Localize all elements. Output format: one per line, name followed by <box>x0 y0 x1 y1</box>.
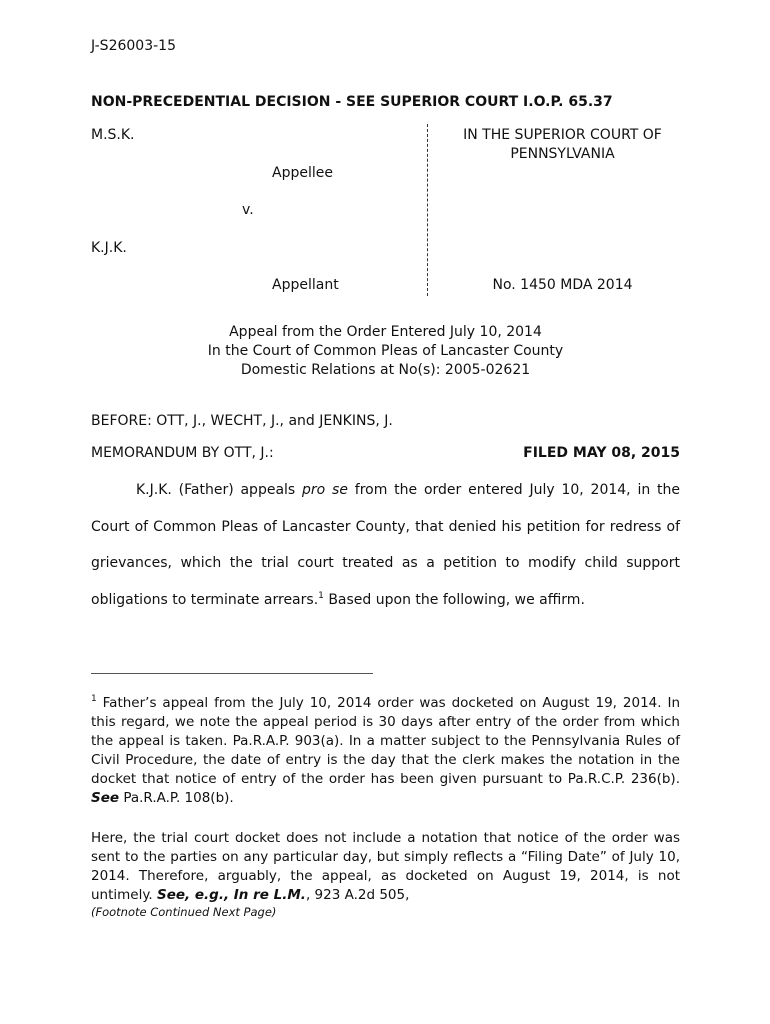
footnote-text-3: Here, the trial court docket does not include a notation that notice of the order was sent to the parties on any particular day, but simply reflects a “Filing Date” of July 10, 2014. Therefore, arguably, the appeal, as docketed on August 19, 2014, is not untimely. <box>91 830 680 903</box>
footnote-paragraph-1 <box>91 694 680 808</box>
docket-id: J-S26003-15 <box>91 38 176 54</box>
footnote-marker: 1 <box>91 694 97 704</box>
body-text-3: Based upon the following, we affirm. <box>323 591 585 608</box>
body-text-1: K.J.K. (Father) appeals <box>136 482 303 498</box>
appeal-line-1: Appeal from the Order Entered July 10, 2014 <box>229 324 542 340</box>
appellant-role: Appellant <box>272 277 339 293</box>
versus: v. <box>242 202 254 218</box>
before-panel: BEFORE: OTT, J., WECHT, J., and JENKINS, J. <box>91 413 393 429</box>
footnote-separator <box>91 673 373 674</box>
court-name-line2: PENNSYLVANIA <box>510 146 615 162</box>
footnote-reference[interactable]: 1 <box>318 590 324 601</box>
case-number: No. 1450 MDA 2014 <box>492 277 633 293</box>
case-citation: See, e.g., In re L.M. <box>157 887 306 903</box>
footnote-text-2: Pa.R.A.P. 108(b). <box>119 790 234 806</box>
appellee-name: M.S.K. <box>91 127 135 143</box>
caption-divider <box>427 124 428 296</box>
opinion-paragraph <box>91 472 680 618</box>
pro-se-italic: pro se <box>302 482 348 498</box>
memorandum-author: MEMORANDUM BY OTT, J.: <box>91 445 274 461</box>
footnote-text-1: Father’s appeal from the July 10, 2014 order was docketed on August 19, 2014. In this regard, we note the appeal period is 30 days after entry of the order from which the appeal is taken. Pa.R.A.P. 903(a). In a matter subject to the Pennsylvania Rules of Civil Procedure, the date of entry is the day that the clerk makes the notation in the docket that notice of entry of the order has been given pursuant to Pa.R.C.P. 236(b). <box>91 695 680 787</box>
footnote-1 <box>91 694 680 808</box>
appeal-line-2: In the Court of Common Pleas of Lancaster County <box>207 343 564 359</box>
appellee-role: Appellee <box>272 165 333 181</box>
footnote-continued-note: (Footnote Continued Next Page) <box>91 905 277 919</box>
appellant-name: K.J.K. <box>91 240 127 256</box>
opinion-body <box>91 472 680 618</box>
footnote-text-4: , 923 A.2d 505, <box>305 887 410 903</box>
non-precedential-banner: NON-PRECEDENTIAL DECISION - SEE SUPERIOR COURT I.O.P. 65.37 <box>91 94 613 110</box>
footnote-paragraph-2 <box>91 829 680 905</box>
court-name-line1: IN THE SUPERIOR COURT OF <box>463 127 662 143</box>
body-text-2: from the order entered July 10, 2014, in the Court of Common Pleas of Lancaster County, that denied his petition for redress of grievances, which the trial court treated as a petition to modify child support obligations to terminate arrears. <box>91 482 681 608</box>
footnote-1-continued <box>91 829 680 905</box>
filed-date: FILED MAY 08, 2015 <box>523 445 680 461</box>
see-signal: See <box>91 790 120 806</box>
appeal-line-3: Domestic Relations at No(s): 2005-02621 <box>240 362 531 378</box>
